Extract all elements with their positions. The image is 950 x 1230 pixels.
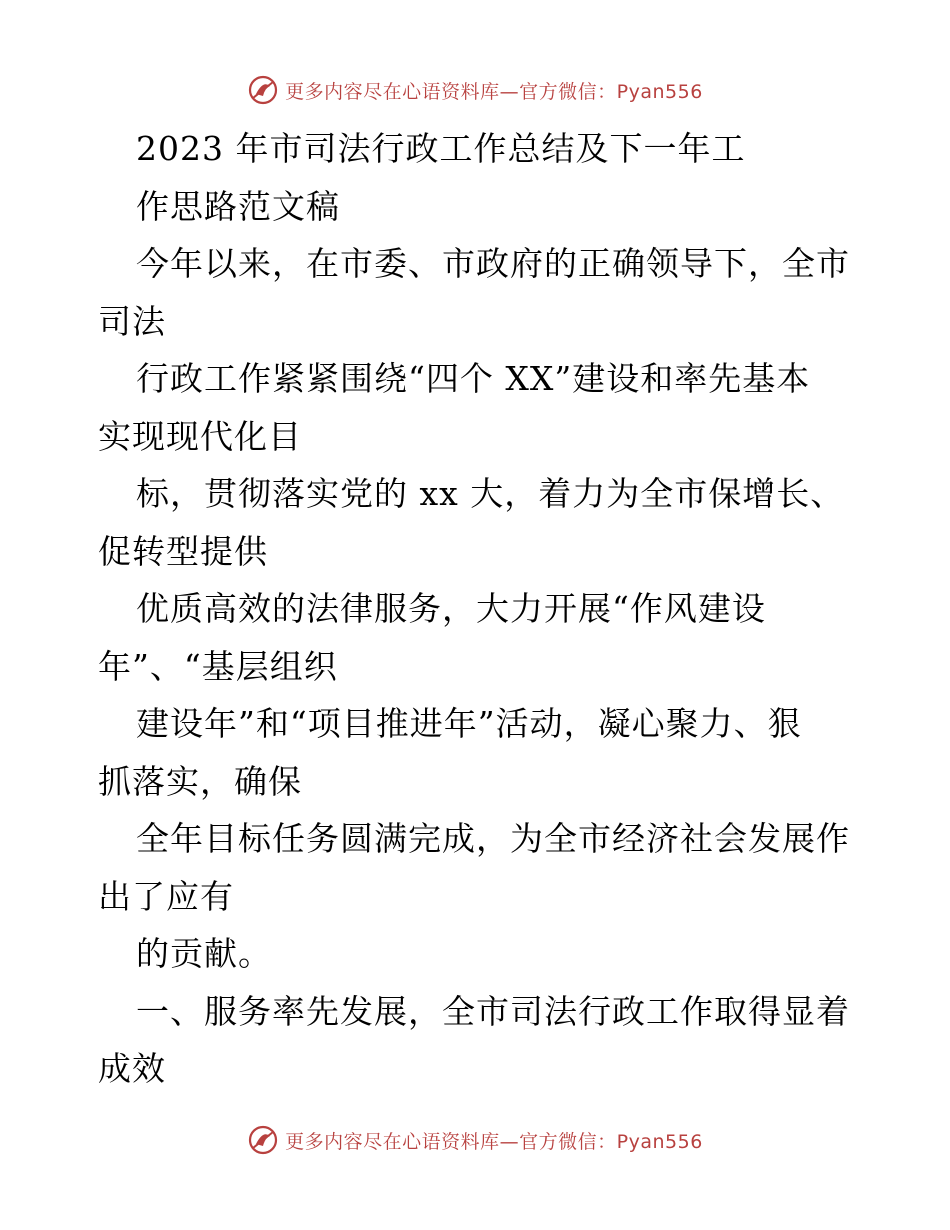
document-title-line-1: 2023 年市司法行政工作总结及下一年工 bbox=[136, 129, 746, 168]
footer-banner-text: 更多内容尽在心语资料库—官方微信：Pyan556 bbox=[285, 1130, 703, 1153]
document-title-line-2: 作思路范文稿 bbox=[136, 186, 340, 226]
paragraph-line: 出了应有 bbox=[98, 876, 234, 916]
header-banner bbox=[0, 70, 950, 110]
paragraph-line: 司法 bbox=[98, 301, 166, 341]
paragraph-line: 行政工作紧紧围绕“四个 XX”建设和率先基本 bbox=[136, 359, 811, 398]
paragraph-line: 优质高效的法律服务，大力开展“作风建设 bbox=[136, 589, 766, 628]
document-body bbox=[98, 120, 858, 1098]
paragraph-line: 全年目标任务圆满完成，为全市经济社会发展作 bbox=[136, 819, 850, 858]
paragraph-line: 促转型提供 bbox=[98, 531, 268, 571]
paragraph-line: 年”、“基层组织 bbox=[98, 646, 338, 686]
paragraph-line: 的贡献。 bbox=[136, 934, 272, 973]
seal-logo-icon bbox=[247, 74, 279, 106]
paragraph-line: 抓落实，确保 bbox=[98, 761, 302, 801]
section-heading-line: 成效 bbox=[98, 1049, 166, 1088]
paragraph-line: 标，贯彻落实党的 xx 大，着力为全市保增长、 bbox=[136, 474, 845, 513]
section-heading-line: 一、服务率先发展，全市司法行政工作取得显着 bbox=[136, 991, 850, 1031]
paragraph-line: 实现现代化目 bbox=[98, 416, 302, 456]
header-banner-text: 更多内容尽在心语资料库—官方微信：Pyan556 bbox=[285, 80, 703, 103]
paragraph-line: 建设年”和“项目推进年”活动，凝心聚力、狠 bbox=[136, 704, 802, 743]
paragraph-line: 今年以来，在市委、市政府的正确领导下，全市 bbox=[136, 244, 850, 283]
seal-logo-icon bbox=[247, 1124, 279, 1156]
footer-banner bbox=[0, 1120, 950, 1160]
